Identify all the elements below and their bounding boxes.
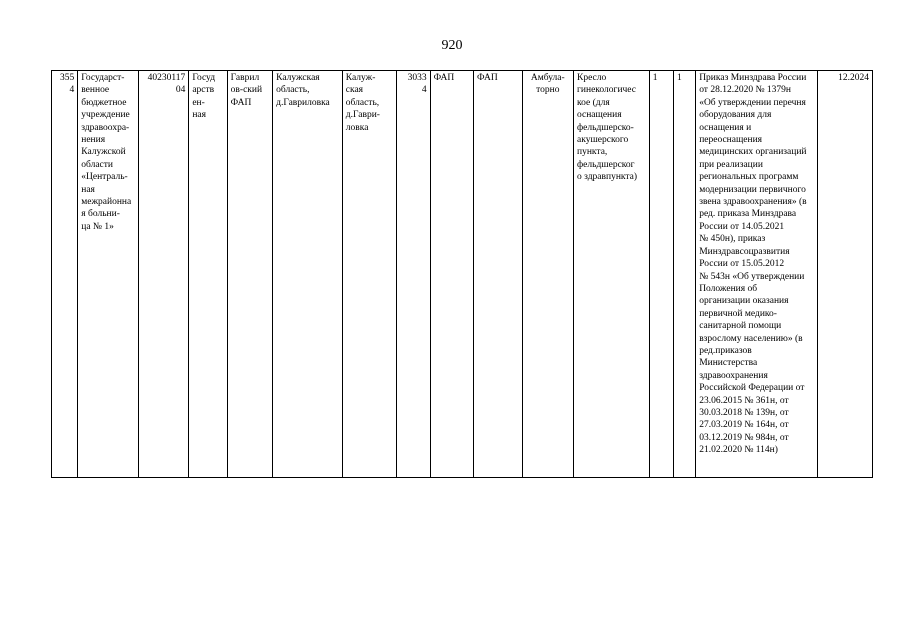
cell-legal-basis bbox=[696, 71, 818, 478]
text-line: 355 bbox=[60, 73, 75, 83]
text-line: о здравпункта) bbox=[577, 172, 638, 183]
cell-date: 12.2024 bbox=[818, 71, 873, 478]
text-line: здравоохранения bbox=[699, 370, 768, 381]
cell-type-1: ФАП bbox=[430, 71, 473, 478]
text-line: торно bbox=[536, 85, 560, 96]
cell-quantity-2: 1 bbox=[673, 71, 695, 478]
text-line: первичной медико- bbox=[699, 308, 777, 319]
text-line: № 543н «Об утверждении bbox=[699, 271, 805, 282]
text-line: ловка bbox=[345, 122, 369, 133]
text-line: ФАП bbox=[230, 97, 252, 108]
text-line: ен- bbox=[192, 97, 205, 108]
text-line: область, bbox=[276, 85, 310, 96]
text-line: Положения об bbox=[699, 283, 758, 294]
text-line: фельдшерско- bbox=[577, 122, 634, 133]
text-line: России от 14.05.2021 bbox=[699, 221, 785, 232]
cell-institution bbox=[78, 71, 139, 478]
text-line: переоснащения bbox=[699, 135, 763, 146]
text-line: область, bbox=[345, 97, 380, 108]
text-line: Амбула- bbox=[530, 73, 565, 83]
text-line: здравоохра- bbox=[81, 122, 130, 133]
text-line: Российской Федерации от bbox=[699, 383, 805, 394]
text-line: звена здравоохранения» (в bbox=[699, 197, 807, 208]
text-line: медицинских организаций bbox=[699, 147, 807, 158]
text-line: кое (для bbox=[577, 97, 610, 108]
text-line: 4 bbox=[421, 85, 427, 96]
text-line: ца № 1» bbox=[81, 221, 114, 232]
text-line: «Централь- bbox=[81, 172, 128, 183]
text-line: 3033 bbox=[407, 73, 427, 83]
document-table bbox=[51, 70, 873, 478]
text-line: от 28.12.2020 № 1379н bbox=[699, 85, 791, 96]
text-line: ред. приказа Минздрава bbox=[699, 209, 797, 220]
text-line: межрайонна bbox=[81, 197, 132, 208]
text-line: ная bbox=[192, 110, 206, 121]
text-line: 21.02.2020 № 114н) bbox=[699, 445, 778, 456]
text-line: д.Гаври- bbox=[345, 110, 380, 121]
text-line: 04 bbox=[175, 85, 186, 96]
text-line: Минздравсоцразвития bbox=[699, 246, 790, 257]
text-line: фельдшерског bbox=[577, 159, 635, 170]
cell-care-form bbox=[522, 71, 574, 478]
text-line: д.Гавриловка bbox=[276, 97, 330, 108]
text-line: 30.03.2018 № 139н, от bbox=[699, 407, 789, 418]
text-line: Калуж- bbox=[345, 73, 376, 83]
text-line: модернизации первичного bbox=[699, 184, 806, 195]
text-line: при реализации bbox=[699, 159, 763, 170]
text-line: бюджетное bbox=[81, 97, 127, 108]
cell-location bbox=[342, 71, 397, 478]
cell-ownership bbox=[189, 71, 227, 478]
text-line: региональных программ bbox=[699, 172, 799, 183]
text-line: ред.приказов bbox=[699, 345, 752, 356]
cell-code bbox=[138, 71, 188, 478]
text-line: 40230117 bbox=[147, 73, 186, 83]
text-line: я больни- bbox=[81, 209, 120, 220]
page-number: 920 bbox=[441, 38, 463, 53]
text-line: 4 bbox=[69, 85, 75, 96]
text-line: Приказ Минздрава России bbox=[699, 73, 807, 83]
text-line: организации оказания bbox=[699, 296, 789, 307]
text-line: «Об утверждении перечня bbox=[699, 97, 806, 108]
text-line: оборудования для bbox=[699, 110, 772, 121]
text-line: Государст- bbox=[81, 73, 125, 83]
text-line: 03.12.2019 № 984н, от bbox=[699, 432, 789, 443]
text-line: Министерства bbox=[699, 358, 758, 369]
text-line: арств bbox=[192, 85, 215, 96]
text-line: венное bbox=[81, 85, 110, 96]
text-line: оснащения bbox=[577, 110, 622, 121]
text-line: гинекологичес bbox=[577, 85, 636, 96]
text-line: России от 15.05.2012 bbox=[699, 259, 785, 270]
text-line: Кресло bbox=[577, 73, 607, 83]
text-line: Гаврил bbox=[230, 73, 260, 83]
cell-equipment bbox=[574, 71, 650, 478]
cell-unit bbox=[227, 71, 272, 478]
text-line: Госуд bbox=[192, 73, 216, 83]
text-line: санитарной помощи bbox=[699, 321, 782, 332]
text-line: 27.03.2019 № 164н, от bbox=[699, 420, 789, 431]
text-line: нения bbox=[81, 135, 106, 146]
text-line: ская bbox=[345, 85, 364, 96]
text-line: оснащения и bbox=[699, 122, 752, 133]
cell-type-2: ФАП bbox=[474, 71, 522, 478]
text-line: взрослому населению» (в bbox=[699, 333, 803, 344]
text-line: учреждение bbox=[81, 110, 130, 121]
text-line: 23.06.2015 № 361н, от bbox=[699, 395, 789, 406]
cell-address bbox=[273, 71, 343, 478]
text-line: Калужской bbox=[81, 147, 126, 158]
text-line: № 450н), приказ bbox=[699, 234, 766, 245]
text-line: ов-ский bbox=[230, 85, 263, 96]
cell-quantity-1: 1 bbox=[649, 71, 673, 478]
cell-row-number bbox=[52, 71, 78, 478]
text-line: ная bbox=[81, 184, 95, 195]
text-line: пункта, bbox=[577, 147, 608, 158]
cell-post-code bbox=[397, 71, 430, 478]
text-line: области bbox=[81, 159, 114, 170]
text-line: Калужская bbox=[276, 73, 320, 83]
text-line: акушерского bbox=[577, 135, 629, 146]
table-row bbox=[52, 71, 873, 478]
